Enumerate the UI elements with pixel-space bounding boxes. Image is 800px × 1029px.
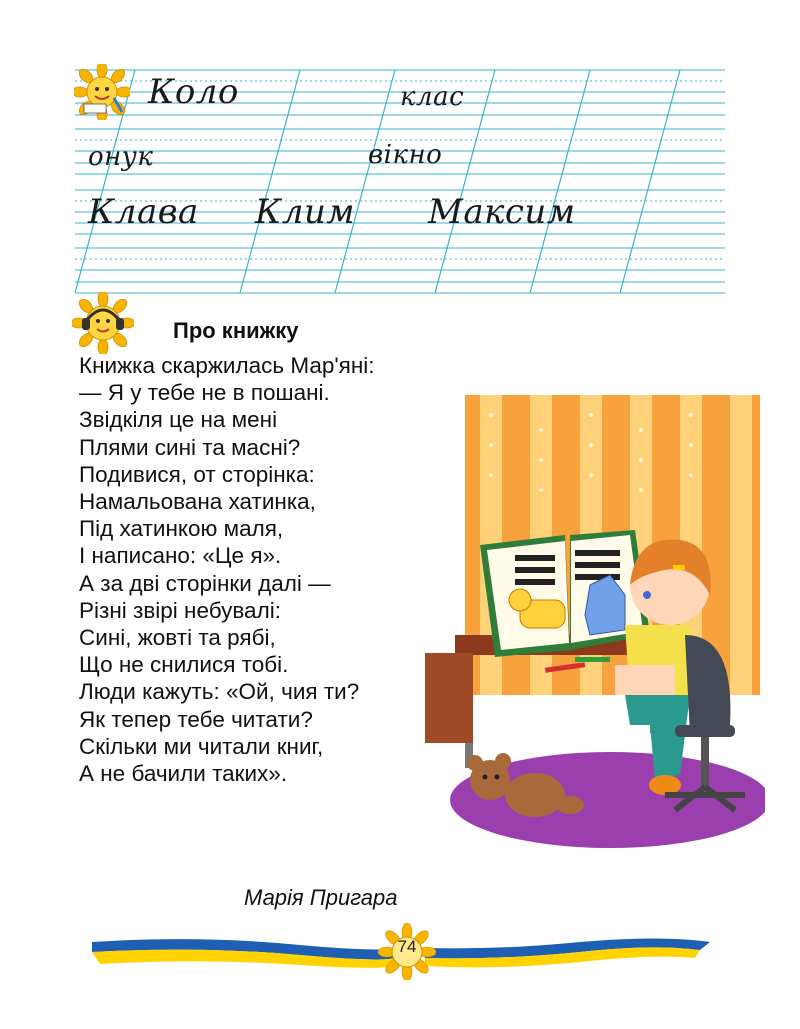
- poem-title: Про книжку: [173, 318, 299, 343]
- poem-line: Намальована хатинка,: [79, 489, 316, 515]
- poem-line: Книжка скаржилась Мар'яні:: [79, 353, 375, 378]
- poem-line: Під хатинкою маля,: [79, 516, 284, 542]
- poem-line: А не бачили таких».: [79, 761, 288, 787]
- copybook-word: Максим: [428, 192, 576, 232]
- sunflower-headphones-icon: [72, 292, 134, 354]
- poem-line: Звідкіля це на мені: [79, 407, 278, 433]
- poem-line: Сині, жовті та рябі,: [79, 625, 276, 651]
- copybook-word: Клава: [88, 192, 199, 232]
- child-reading-book-illustration: [425, 395, 765, 855]
- poem-line: І написано: «Це я».: [79, 543, 282, 569]
- poem-line: Різні звірі небувалі:: [79, 597, 281, 623]
- page-number: 74: [397, 937, 417, 956]
- poem-line: Як тепер тебе читати?: [79, 706, 313, 732]
- poem-line: — Я у тебе не в пошані.: [79, 380, 330, 406]
- sunflower-pencil-icon: [74, 64, 130, 120]
- poem-line: Подивися, от сторінка:: [79, 461, 315, 487]
- copybook-word: клас: [400, 82, 465, 112]
- poem-author: Марія Пригара: [244, 885, 398, 910]
- poem-line: Люди кажуть: «Ой, чия ти?: [79, 679, 360, 705]
- copybook-word: вікно: [368, 140, 443, 170]
- poem-line: А за дві сторінки далі —: [79, 570, 331, 596]
- poem-line: Що не снилися тобі.: [79, 652, 289, 678]
- copybook-word: Коло: [148, 72, 239, 112]
- copybook-word: онук: [88, 142, 154, 172]
- poem-line: Скільки ми читали книг,: [79, 733, 324, 759]
- copybook-word: Клим: [255, 192, 356, 232]
- poem-line: Плями сині та масні?: [79, 434, 301, 460]
